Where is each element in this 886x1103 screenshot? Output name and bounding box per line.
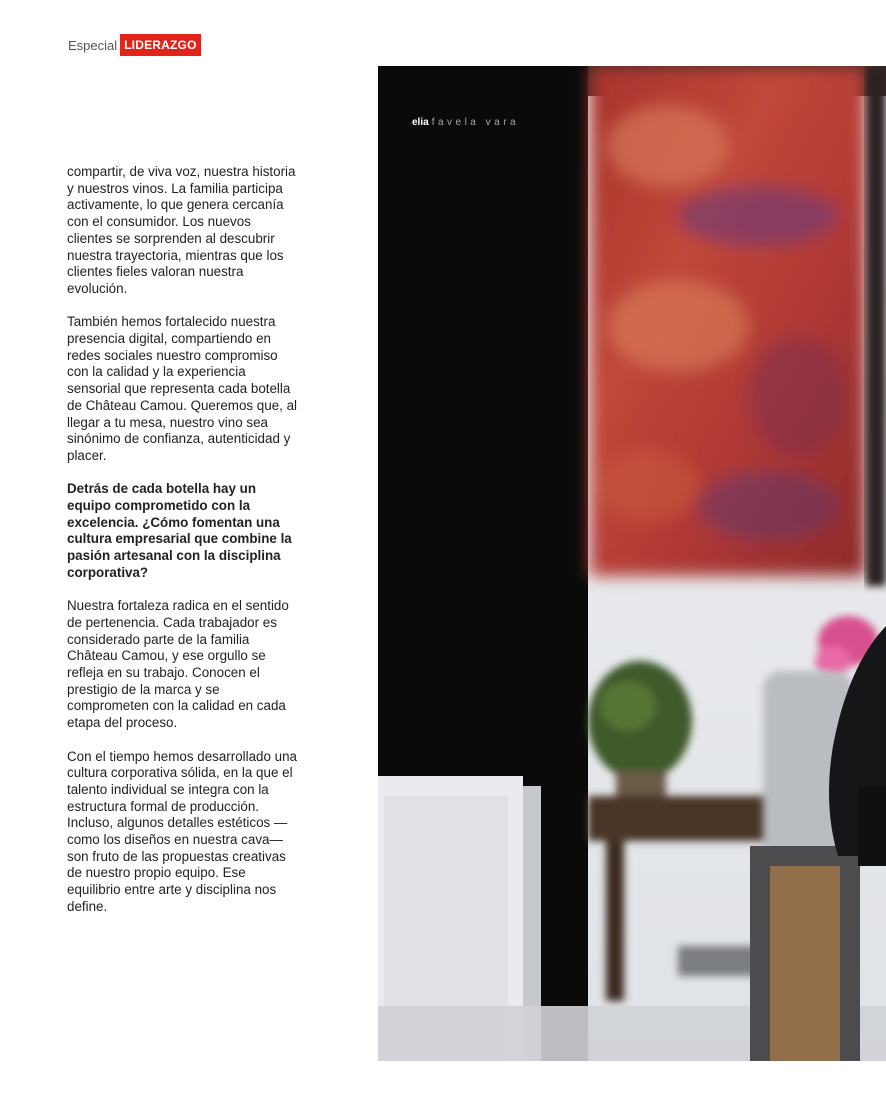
section-label: Especial	[68, 37, 118, 53]
section-header	[68, 34, 201, 56]
article-column	[67, 164, 299, 932]
article-paragraph-1: compartir, de viva voz, nuestra historia y nuestros vinos. La familia participa activamente, lo que genera cercanía con el consumidor. Los nuevos clientes se sorprenden al descubrir nuestra trayectoria, mientras que los clientes fieles valoran nuestra evolución.	[67, 164, 296, 296]
article-paragraph-4: Con el tiempo hemos desarrollado una cultura corporativa sólida, en la que el talento individual se integra con la estructura formal de producción. Incluso, algunos detalles estéticos —como los diseños en nuestra cava— son fruto de las propuestas creativas de nuestro propio equipo. Ese equilibrio entre arte y disciplina nos define.	[67, 748, 298, 914]
photo-credit	[412, 117, 519, 128]
photo-credit-rest: favela vara	[431, 117, 520, 128]
section-badge: LIDERAZGO	[120, 34, 200, 56]
office-photo	[378, 66, 886, 1061]
article-paragraph-3: Nuestra fortaleza radica en el sentido de pertenencia. Cada trabajador es considerado parte de la familia Château Camou, y ese orgullo se refleja en su trabajo. Conocen el prestigio de la marca y se comprometen con la calidad en cada etapa del proceso.	[67, 598, 289, 731]
photo-credit-first: elia	[412, 117, 429, 128]
article-paragraph-2: También hemos fortalecido nuestra presencia digital, compartiendo en redes sociales nuestro compromiso con la calidad y la experiencia sensorial que representa cada botella de Château Camou. Queremos que, al llegar a tu mesa, nuestro vino sea sinónimo de confianza, autenticidad y placer.	[67, 314, 298, 463]
interview-question: Detrás de cada botella hay un equipo comprometido con la excelencia. ¿Cómo fomentan una cultura empresarial que combine la pasión artesanal con la disciplina corporativa?	[67, 481, 292, 580]
